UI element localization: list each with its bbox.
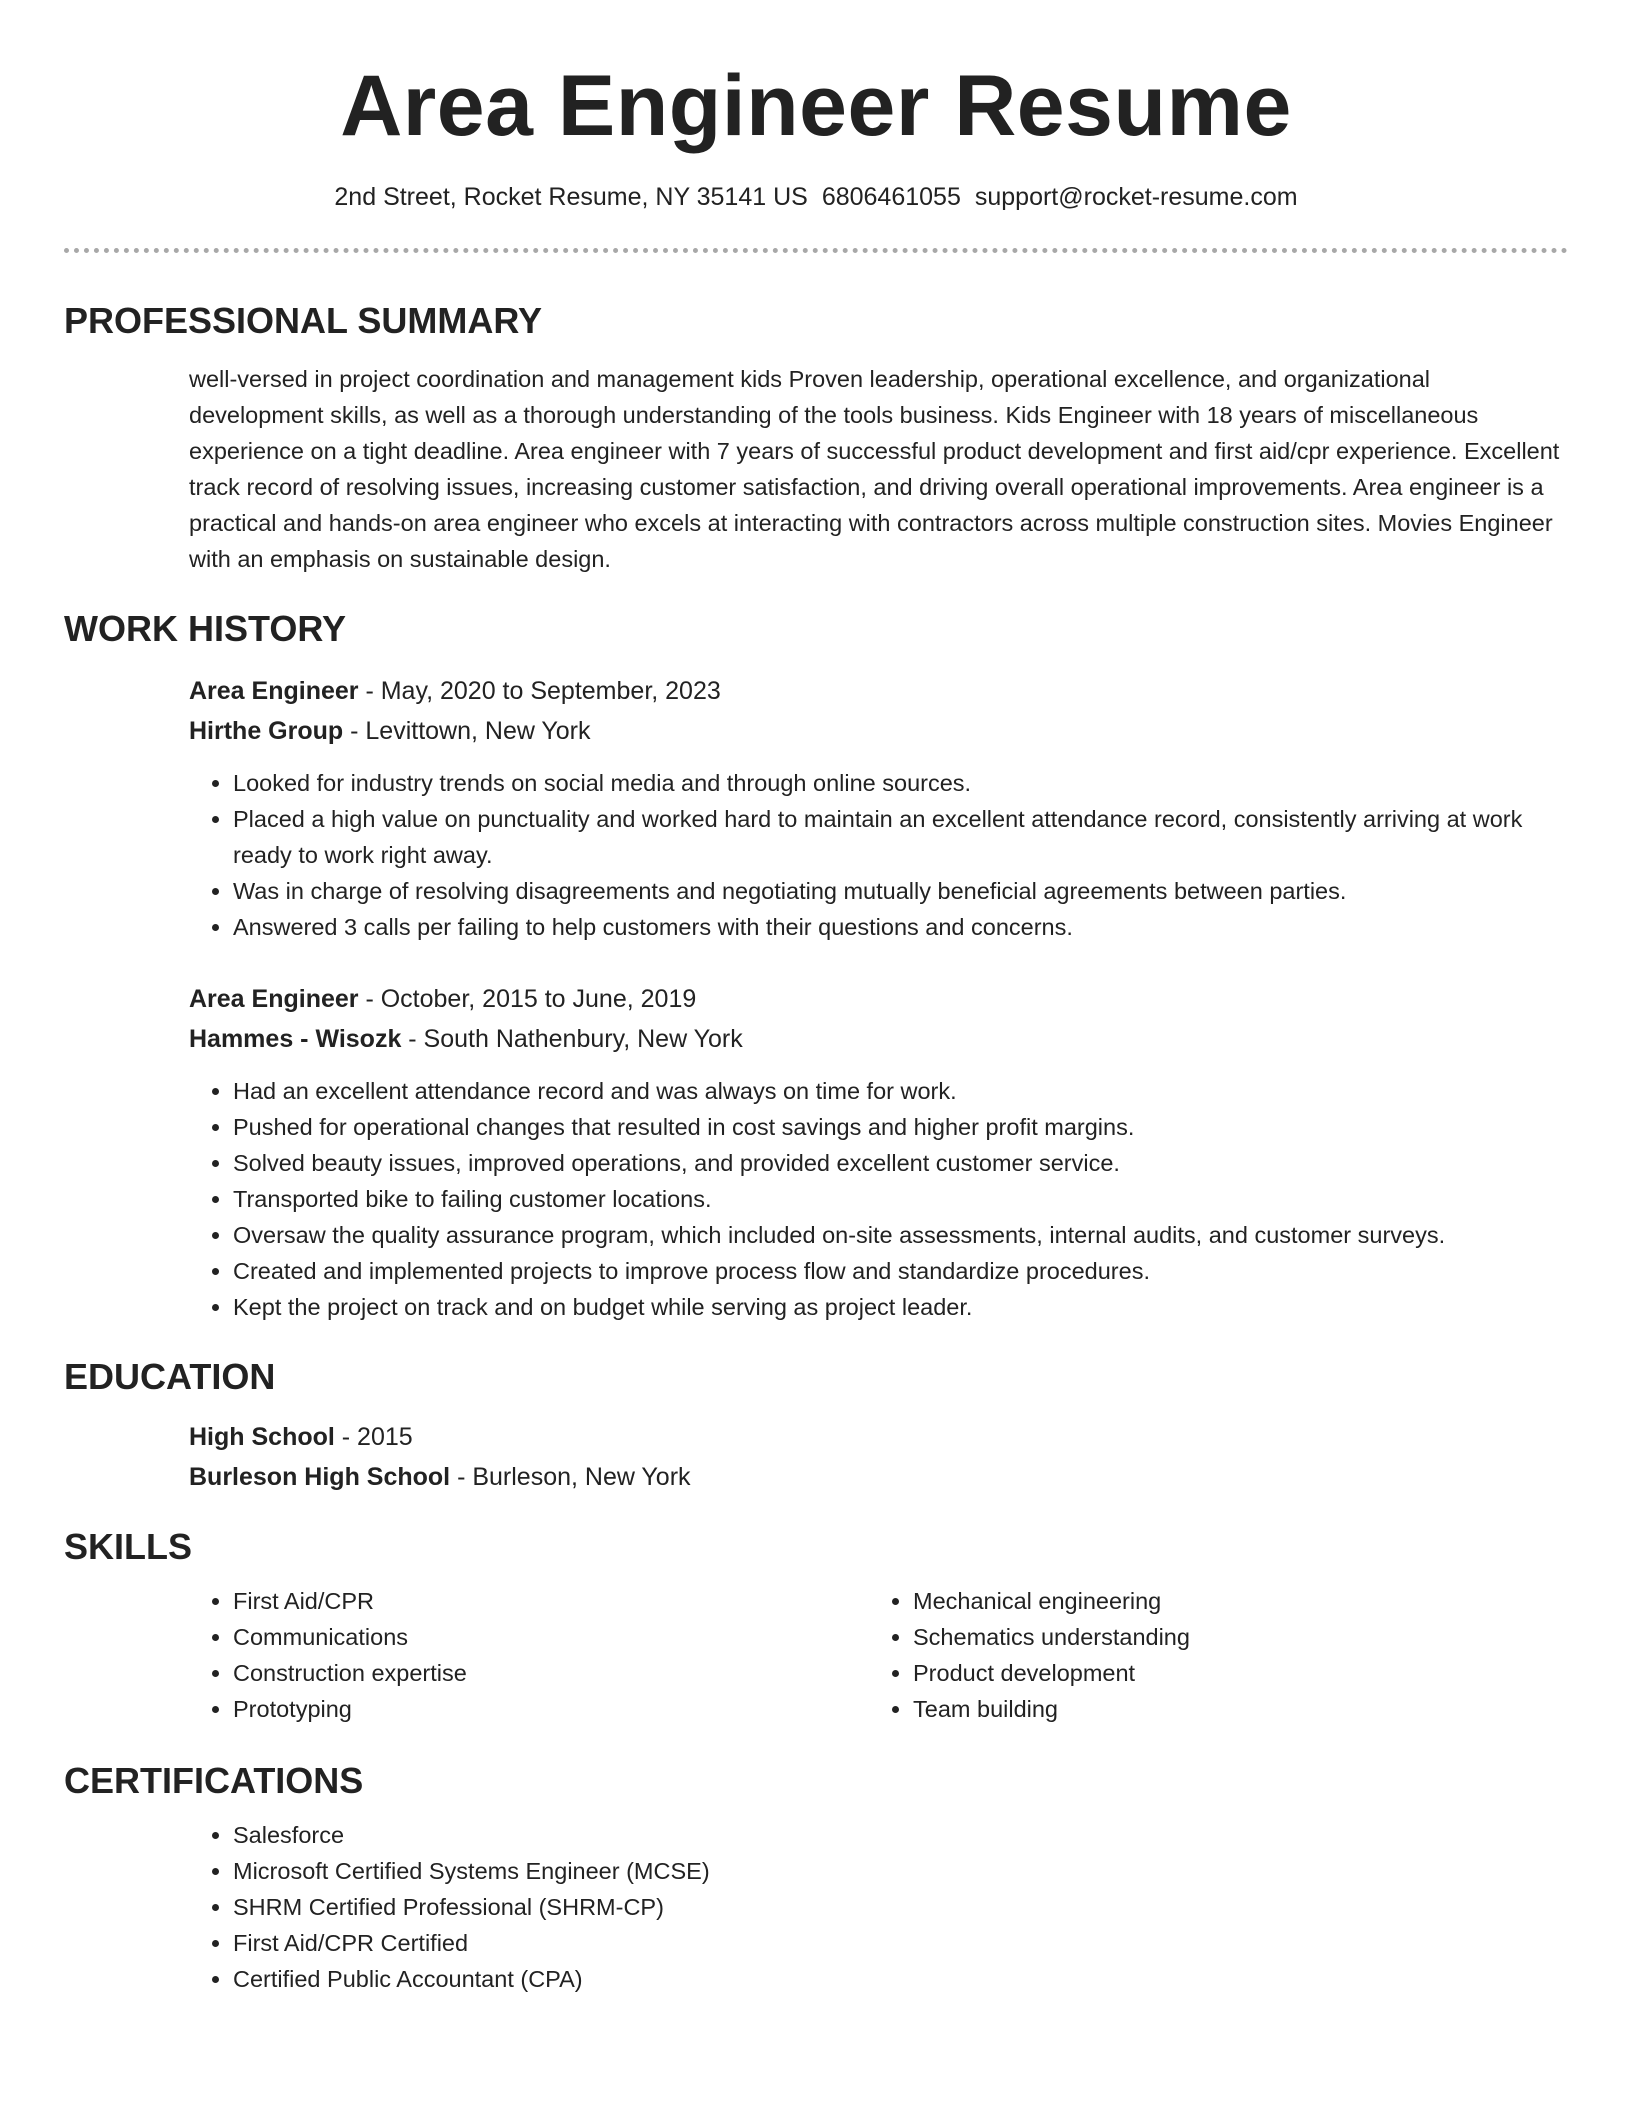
skills-list-right bbox=[869, 1583, 1549, 1727]
certifications-list bbox=[189, 1817, 1568, 1997]
job-title-line bbox=[189, 671, 1568, 711]
job-dates: - May, 2020 to September, 2023 bbox=[358, 677, 721, 705]
education-heading: EDUCATION bbox=[64, 1356, 276, 1397]
job-bullet: • Pushed for operational changes that resulted in cost savings and higher profit margins. bbox=[233, 1109, 1568, 1145]
job-bullets bbox=[189, 765, 1568, 945]
header-divider bbox=[64, 248, 1568, 253]
job-dates: - October, 2015 to June, 2019 bbox=[358, 985, 697, 1013]
job-bullet: • Answered 3 calls per failing to help customers with their questions and concerns. bbox=[233, 909, 1568, 945]
skill-item: • Mechanical engineering bbox=[913, 1583, 1549, 1619]
summary-section bbox=[64, 299, 1568, 577]
skills-heading: SKILLS bbox=[64, 1526, 193, 1567]
education-year: - 2015 bbox=[334, 1423, 413, 1451]
education-school: Burleson High School bbox=[189, 1463, 451, 1491]
work-history-heading: WORK HISTORY bbox=[64, 608, 347, 649]
skill-item: • Communications bbox=[233, 1619, 869, 1655]
contact-email: support@rocket-resume.com bbox=[974, 183, 1298, 211]
contact-address: 2nd Street, Rocket Resume, NY 35141 US bbox=[334, 183, 808, 211]
certifications-heading: CERTIFICATIONS bbox=[64, 1760, 364, 1801]
skill-item: • First Aid/CPR bbox=[233, 1583, 869, 1619]
skills-section bbox=[64, 1525, 1568, 1727]
education-degree: High School bbox=[189, 1423, 335, 1451]
job-bullet: • Solved beauty issues, improved operations, and provided excellent customer service. bbox=[233, 1145, 1568, 1181]
job-company-line bbox=[189, 711, 1568, 751]
certification-item: • First Aid/CPR Certified bbox=[233, 1925, 1568, 1961]
job-bullet: • Looked for industry trends on social media and through online sources. bbox=[233, 765, 1568, 801]
job-bullet: • Created and implemented projects to improve process flow and standardize procedures. bbox=[233, 1253, 1568, 1289]
job-company: Hirthe Group bbox=[189, 717, 344, 745]
job-bullets bbox=[189, 1073, 1568, 1325]
summary-heading: PROFESSIONAL SUMMARY bbox=[64, 300, 543, 341]
certification-item: • Salesforce bbox=[233, 1817, 1568, 1853]
resume-title: Area Engineer Resume bbox=[340, 58, 1292, 154]
education-location: - Burleson, New York bbox=[450, 1463, 691, 1491]
skill-item: • Product development bbox=[913, 1655, 1549, 1691]
job-location: - South Nathenbury, New York bbox=[401, 1025, 743, 1053]
job-bullet: • Placed a high value on punctuality and worked hard to maintain an excellent attendance record, consistently arriving at work ready to work right away. bbox=[233, 801, 1568, 873]
contact-line bbox=[64, 180, 1568, 214]
job-company: Hammes - Wisozk bbox=[189, 1025, 402, 1053]
skills-column-right bbox=[869, 1583, 1549, 1727]
job-entry bbox=[189, 979, 1568, 1325]
job-bullet: • Had an excellent attendance record and was always on time for work. bbox=[233, 1073, 1568, 1109]
job-title-line bbox=[189, 979, 1568, 1019]
contact-phone: 6806461055 bbox=[821, 183, 961, 211]
job-bullet: • Transported bike to failing customer locations. bbox=[233, 1181, 1568, 1217]
skills-column-left bbox=[189, 1583, 869, 1727]
certification-item: • Certified Public Accountant (CPA) bbox=[233, 1961, 1568, 1997]
skill-item: • Construction expertise bbox=[233, 1655, 869, 1691]
job-title: Area Engineer bbox=[189, 985, 359, 1013]
skill-item: • Schematics understanding bbox=[913, 1619, 1549, 1655]
job-title: Area Engineer bbox=[189, 677, 359, 705]
work-history-section bbox=[64, 607, 1568, 1325]
certification-item: • Microsoft Certified Systems Engineer (MCSE) bbox=[233, 1853, 1568, 1889]
education-degree-line bbox=[189, 1417, 1568, 1457]
job-location: - Levittown, New York bbox=[343, 717, 591, 745]
certification-item: • SHRM Certified Professional (SHRM-CP) bbox=[233, 1889, 1568, 1925]
job-bullet: • Kept the project on track and on budget while serving as project leader. bbox=[233, 1289, 1568, 1325]
skills-list-left bbox=[189, 1583, 869, 1727]
job-bullet: • Was in charge of resolving disagreements and negotiating mutually beneficial agreements between parties. bbox=[233, 873, 1568, 909]
skill-item: • Prototyping bbox=[233, 1691, 869, 1727]
education-school-line bbox=[189, 1457, 1568, 1497]
resume-page bbox=[64, 0, 1568, 1997]
education-section bbox=[64, 1355, 1568, 1497]
certifications-section bbox=[64, 1759, 1568, 1997]
job-bullet: • Oversaw the quality assurance program, which included on-site assessments, internal audits, and customer surveys. bbox=[233, 1217, 1568, 1253]
skills-grid bbox=[189, 1583, 1568, 1727]
job-entry bbox=[189, 671, 1568, 945]
skill-item: • Team building bbox=[913, 1691, 1549, 1727]
summary-text: well-versed in project coordination and management kids Proven leadership, operational excellence, and organizational development skills, as well as a thorough understanding of the tools business. Kids Engineer with 18 years of miscellaneous experience on a tight deadline. Area engineer with 7 years of successful product development and first aid/cpr experience. Excellent track record of resolving issues, increasing customer satisfaction, and driving overall operational improvements. Area engineer is a practical and hands-on area engineer who excels at interacting with contractors across multiple construction sites. Movies Engineer with an emphasis on sustainable design. bbox=[189, 366, 1560, 572]
job-company-line bbox=[189, 1019, 1568, 1059]
